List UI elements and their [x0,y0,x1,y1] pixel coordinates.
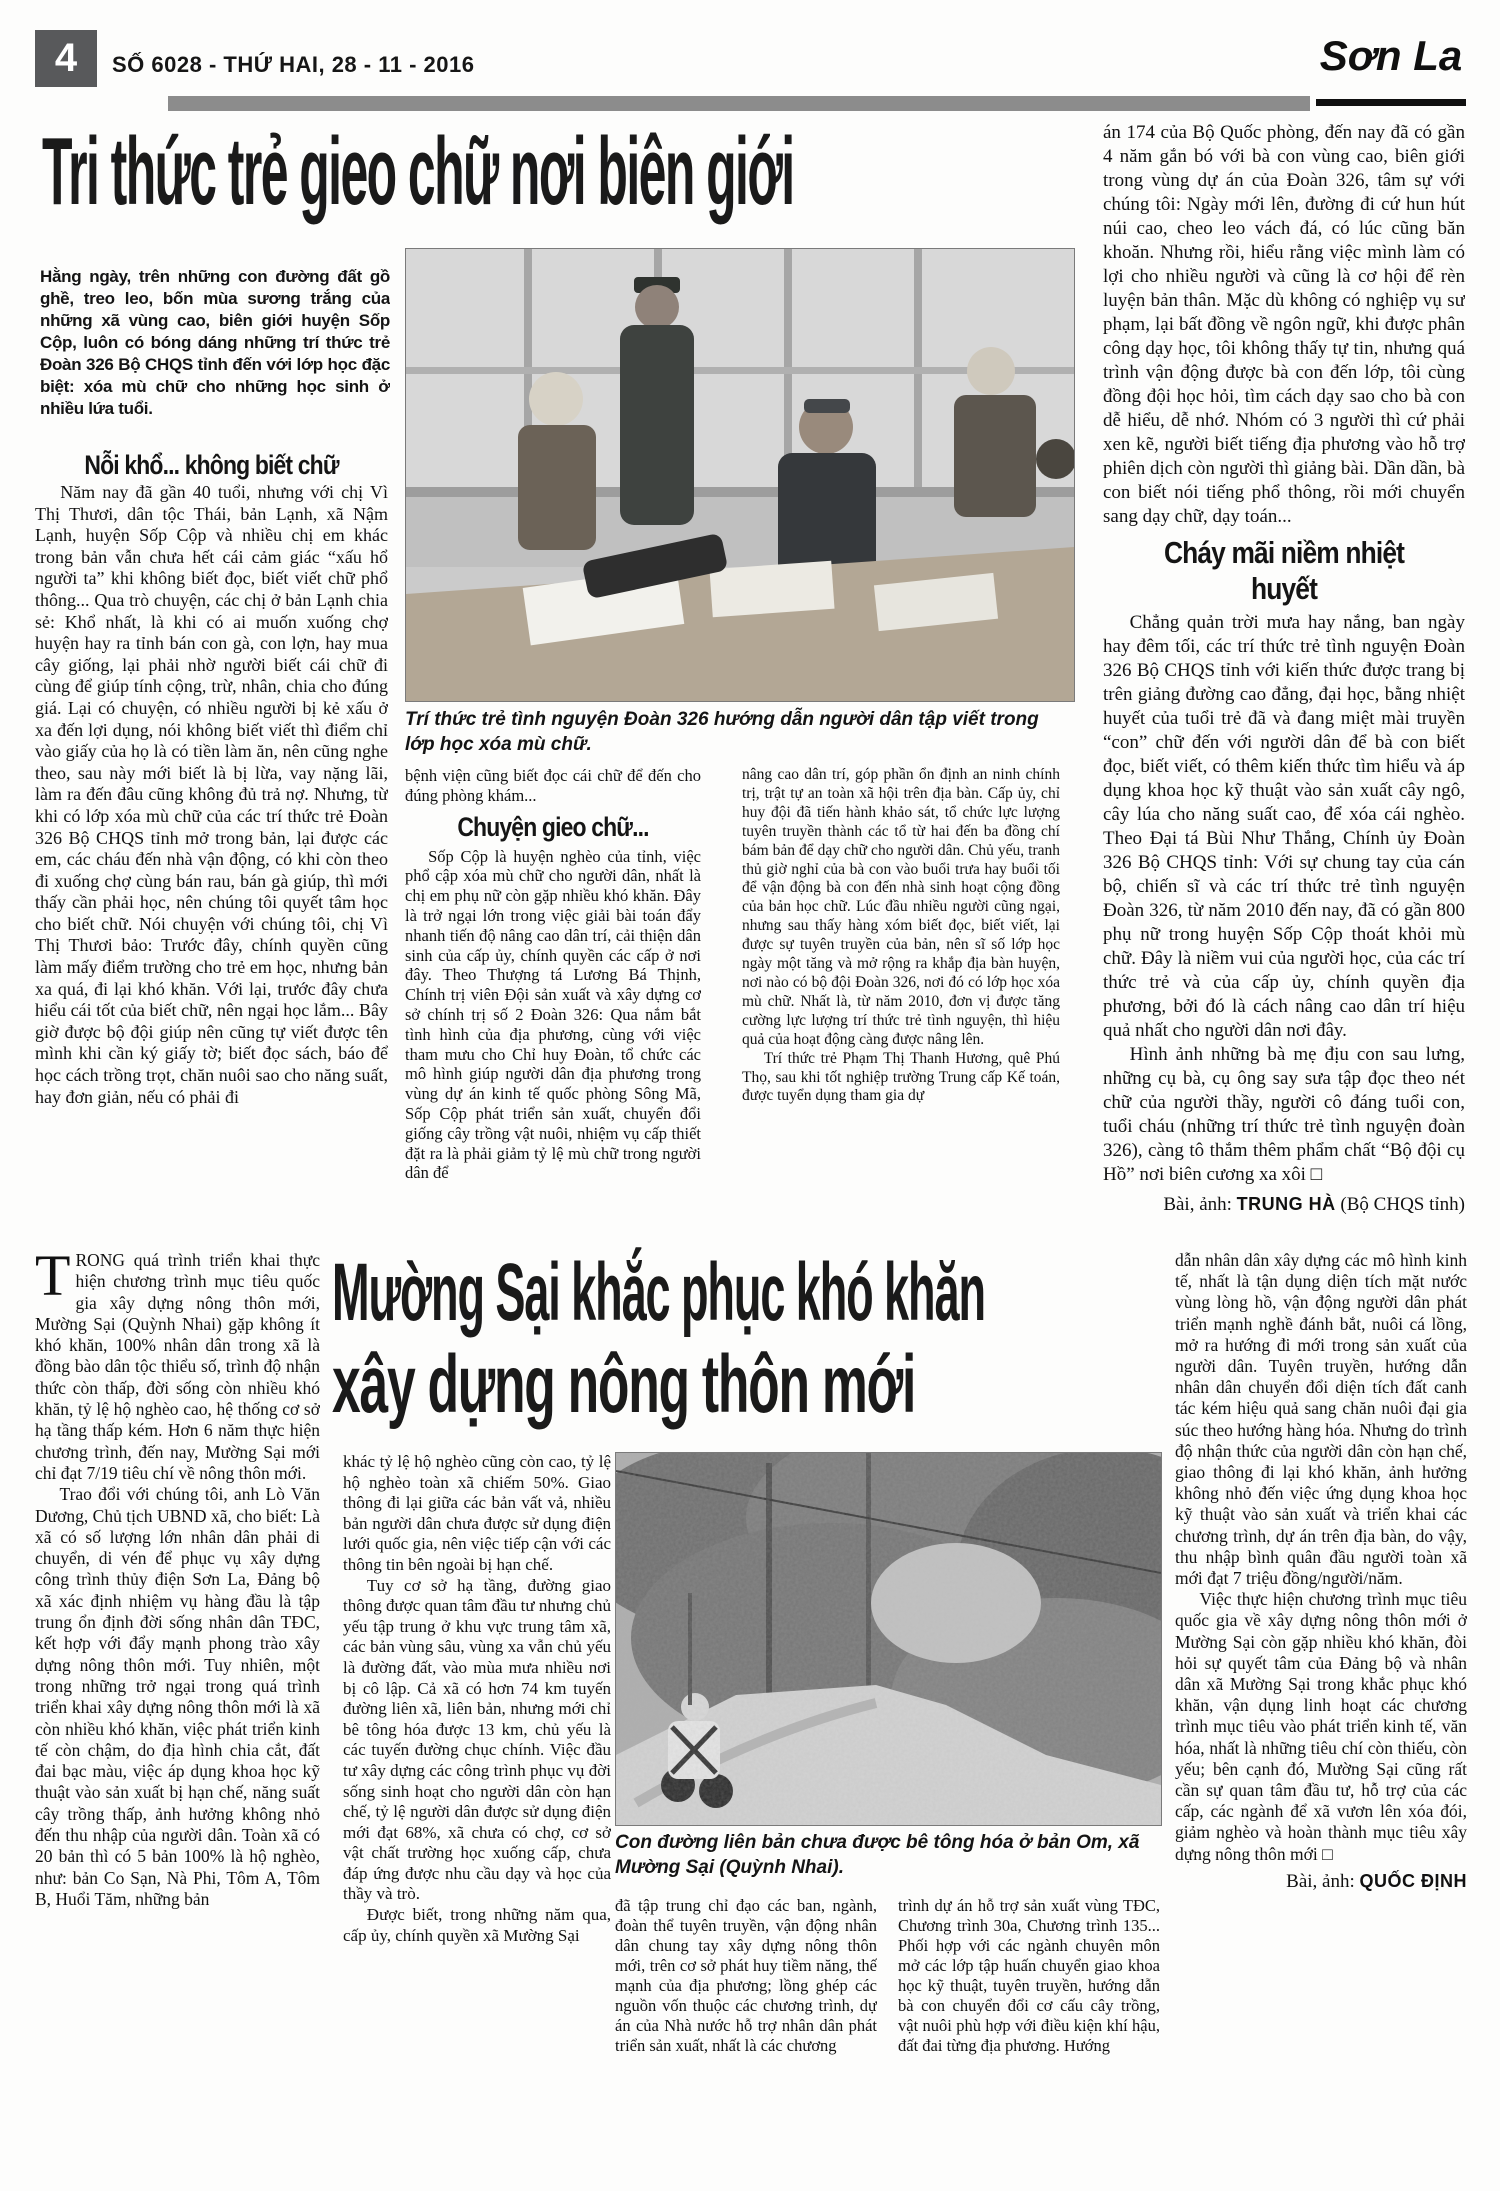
paragraph: Trao đổi với chúng tôi, anh Lò Văn Dương, Chủ tịch UBND xã, cho biết: Là xã có số lượng lớn nhân dân phải di chuyển, di vén để phục vụ xây dựng công trình thủy điện Sơn La, Đảng bộ xã xác định nhiệm vụ hàng đầu là tập trung ổn định đời sống nhân dân TĐC, kết hợp với đẩy mạnh phong trào xây dựng nông thôn mới. Tuy nhiên, một trong những trở ngại trong quá trình triển khai xây dựng nông thôn mới là xã còn nhiều khó khăn, việc phát triển kinh tế còn chậm, do địa hình chia cắt, đất đai bạc màu, việc áp dụng khoa học kỹ thuật vào sản xuất bị hạn chế, năng suất cây trồng thấp, ảnh hưởng không nhỏ đến thu nhập của người dân. Toàn xã có 20 bản thì có 5 bản 100% là hộ nghèo, như: bản Co Sạn, Nà Phi, Tôm A, Tôm B, Huổi Tăm, những bản [35,1484,320,1909]
paragraph: Trí thức trẻ Phạm Thị Thanh Hương, quê Phú Thọ, sau khi tốt nghiệp trường Trung cấp Kế toán, được tuyển dụng tham gia dự [742,1049,1060,1105]
article2-photo-caption: Con đường liên bản chưa được bê tông hóa ở bản Om, xã Mường Sại (Quỳnh Nhai). [615,1832,1140,1878]
byline-org: (Bộ CHQS tỉnh) [1340,1194,1465,1215]
byline-author: QUỐC ĐỊNH [1359,1870,1467,1891]
article2-column-5 [1175,1250,1467,2140]
paragraph: Hình ảnh những bà mẹ địu con sau lưng, những cụ bà, cụ ông say sưa tập đọc theo nét chữ của người thầy, người cô đáng tuổi con, tuổi cháu (những trí thức trẻ tình nguyện đoàn 326), càng tô thắm thêm phẩm chất “Bộ đội cụ Hồ” nơi biên cương xa xôi □ [1103,1044,1465,1185]
article1-section-heading-1 [35,450,388,481]
article2-byline [1175,1871,1467,1892]
page-number: 4 [54,36,78,80]
paragraph-text: RONG quá trình triển khai thực hiện chương trình mục tiêu quốc gia xây dựng nông thôn mới, Mường Sại (Quỳnh Nhai) gặp không ít khó khăn, 100% nhân dân trong xã là đồng bào dân tộc thiểu số, trình độ nhận thức còn thấp, đời sống còn nhiều khó khăn, tỷ lệ hộ nghèo cao, hệ thống cơ sở hạ tầng thấp kém. Hơn 6 năm thực hiện chương trình, đến nay, Mường Sại mới chỉ đạt 7/19 tiêu chí về nông thôn mới. [35,1250,320,1483]
article1-column-1 [35,482,388,1216]
article1-column-2 [405,766,701,1222]
article2-headline-line1: Mường Sại khắc phục khó khăn [332,1247,985,1338]
article1-column-3 [742,766,1060,1222]
article1-headline-text: Tri thức trẻ gieo chữ nơi biên giới [42,118,794,225]
article2-headline-line2: xây dựng nông thôn mới [332,1339,916,1430]
paragraph: Được biết, trong những năm qua, cấp ủy, chính quyền xã Mường Sại [343,1905,611,1945]
article2-column-4 [898,1896,1160,2140]
section-heading-text: Chuyện gieo chữ... [457,811,649,842]
issue-date: SỐ 6028 - THỨ HAI, 28 - 11 - 2016 [112,52,475,77]
article2-column-3 [615,1896,877,2140]
paragraph: dẫn nhân dân xây dựng các mô hình kinh tế, nhất là tận dụng diện tích mặt nước vùng lòng hồ, vận động người dân phát triển mạnh nghề đánh bắt, nuôi cá lồng, mở ra hướng đi mới trong sản xuất của người dân. Tuyên truyền, hướng dẫn nhân dân chuyển đổi diện tích đất canh tác kém hiệu quả sang chăn nuôi đại gia súc theo hướng hàng hóa. Nhưng do trình độ nhận thức của người dân còn hạn chế, giao thông đi lại khó khăn, ảnh hưởng không nhỏ đến việc ứng dụng khoa học kỹ thuật vào sản xuất và triển khai các chương trình, dự án trên địa bàn, do vậy, thu nhập bình quân đầu người toàn xã mới đạt 7 triệu đồng/người/năm. [1175,1250,1467,1589]
paragraph: Sốp Cộp là huyện nghèo của tỉnh, việc phổ cập xóa mù chữ cho người dân, nhất là chị em phụ nữ còn gặp nhiều khó khăn. Đây là trở ngại lớn trong việc giải bài toán đẩy nhanh tiến độ nâng cao dân trí, cải thiện dân sinh của cấp ủy, chính quyền các cấp ở nơi đây. Theo Thượng tá Lương Bá Thịnh, Chính trị viên Đội sản xuất và xây dựng cơ sở chính trị số 2 Đoàn 326: Qua nắm bắt tình hình của địa phương, cùng với việc tham mưu cho Chỉ huy Đoàn, tổ chức các mô hình giúp người dân địa phương trong vùng dự án kinh tế quốc phòng Sông Mã, Sốp Cộp phát triển sản xuất, chuyển đổi giống cây trồng vật nuôi, nhiệm vụ cấp thiết đặt ra là phải giảm tỷ lệ mù chữ trong người dân để [405,846,701,1183]
article2-photo [615,1452,1162,1826]
masthead-title: Sơn La [1319,32,1463,79]
section-heading-text: Nỗi khổ... không biết chữ [84,450,339,480]
article1-lead: Hằng ngày, trên những con đường đất gồ ghề, treo leo, bốn mùa sương trắng của những xã vùng cao, biên giới huyện Sốp Cộp, luôn có bóng dáng những trí thức trẻ Đoàn 326 Bộ CHQS tỉnh đến với lớp học đặc biệt: xóa mù chữ cho những học sinh ở nhiều lứa tuổi. [40,267,390,418]
paragraph: án 174 của Bộ Quốc phòng, đến nay đã có gần 4 năm gắn bó với bà con vùng cao, biên giới trong vùng dự án của Đoàn 326, tâm sự với chúng tôi: Ngày mới lên, đường đi cứ hun hút núi cao, cheo leo vách đá, có lúc cũng băn khoăn. Nhưng rồi, hiểu rằng việc mình làm có lợi cho nhiều người và cũng là cơ hội để rèn luyện bản thân. Mặc dù không có nghiệp vụ sư phạm, lại bất đồng về ngôn ngữ, khi được phân công dạy học, tôi không thấy tự tin, nhưng quá trình vận động được bà con đến lớp, tôi cùng đồng đội học hỏi, tìm cách dạy sao cho bà con dễ hiểu, dễ nhớ. Nhóm có 3 người thì cứ phải xen kẽ, người biết tiếng địa phương vào hỗ trợ phiên dịch còn người thì giảng bài. Dần dần, bà con biết nói tiếng phổ thông, rồi mới chuyển sang dạy chữ, dạy toán... [1103,122,1465,527]
classroom-photo-illustration [406,249,1074,701]
paragraph: Chẳng quản trời mưa hay nắng, ban ngày hay đêm tối, các trí thức trẻ tình nguyện Đoàn 326 Bộ CHQS tỉnh với kiến thức được trang bị trên giảng đường cao đẳng, đại học, bằng nhiệt huyết của tuổi trẻ đã và đang miệt mài truyền “con” chữ đến với người dân để bà con biết đọc, biết viết, có thêm kiến thức tìm hiểu và áp dụng khoa học kỹ thuật vào sản xuất cây ngô, cây lúa cho năng suất cao, để xóa cái nghèo. Theo Đại tá Bùi Như Thắng, Chính ủy Đoàn 326 Bộ CHQS tỉnh: Với sự chung tay của cán bộ, chiến sĩ và các trí thức trẻ tình nguyện Đoàn 326, từ năm 2010 đến nay, đã có gần 800 phụ nữ trong huyện Sốp Cộp thoát khỏi mù chữ. Đây là niềm vui của người học, của các trí thức trẻ và của cấp ủy, chính quyền địa phương, bởi đó là cách nâng cao dân trí hiệu quả nhất cho người dân nơi đây. [1103,612,1465,1041]
article1-photo-caption: Trí thức trẻ tình nguyện Đoàn 326 hướng dẫn người dân tập viết trong lớp học xóa mù chữ. [405,709,1039,755]
byline-label: Bài, ảnh: [1286,1870,1355,1892]
masthead-underline [1316,99,1466,106]
paragraph: nâng cao dân trí, góp phần ổn định an ninh chính trị, trật tự an toàn xã hội trên địa bàn. Cấp ủy, chỉ huy đội đã tiến hành khảo sát, tổ chức lực lượng tuyên truyền thành các tổ từ hai đến ba đồng chí bám bản để dạy chữ cho người dân. Chủ yếu, tranh thủ giờ nghỉ của bà con vào buổi trưa hay buổi tối để vận động bà con đến nhà sinh hoạt cộng đồng của bản học chữ. Lúc đầu nhiều người cũng ngại, nhưng sau thấy hàng xóm biết đọc, biết viết, lại được sự tuyên truyền của bản, nên sĩ số lớp học ngày một tăng và mở rộng ra khắp địa bàn huyện, nơi nào có bộ đội Đoàn 326, nơi đó có lớp học xóa mù chữ. Nhất là, từ năm 2010, đơn vị được tăng cường lực lượng trí thức trẻ tình nguyện, thì hiệu quả của hoạt động càng được nâng lên. [742,766,1060,1048]
article1-column-4 [1103,121,1465,1223]
paragraph: Năm nay đã gần 40 tuổi, nhưng với chị Vì Thị Thươi, dân tộc Thái, bản Lạnh, xã Nậm Lạnh, huyện Sốp Cộp và nhiều chị em khác trong bản vẫn chưa hết cái cảm giác “xấu hổ người ta” khi không biết đọc, biết viết chữ phổ thông... Qua trò chuyện, các chị ở bản Lạnh chia sẻ: Khổ nhất, là khi có ai muốn xuống chợ huyện hay ra tỉnh bán con gà, con lợn, hay mua cây giống, lại phải nhờ người biết cái chữ đi cùng để giúp tính cộng, trừ, nhân, chia cho đúng giá. Lại có chuyện, có nhiều người bị kẻ xấu ở xa đến lợi dụng, nói không biết viết thì điểm chỉ vào giấy của họ là có tiền làm ăn, nên cũng nghe theo, sau này mới biết là bị lừa, vay nặng lãi, làm ra đến đâu cũng không đủ trả nợ. Nhưng, từ khi có lớp xóa mù chữ của các trí thức trẻ Đoàn 326 Bộ CHQS tỉnh mở trong bản, lại được các em, các cháu đến nhà vận động, có khi còn theo đi xuống chợ cùng bán rau, bán gà giúp, thì mới thấy cần phải học, nên chúng tôi quyết tâm học cho biết chữ. Nói chuyện với chúng tôi, chị Vì Thị Thươi bảo: Trước đây, chính quyền cũng làm mấy điểm trường cho trẻ em học, nhưng bản xa quá, đi lại khó khăn. Với lại, trước đây chưa hiểu cái tốt của biết chữ, nên ngại học lắm... Bây giờ được bộ đội giúp nên cũng tự viết được tên mình khi cần ký giấy tờ; biết đọc sách, báo để học cách trồng trọt, chăn nuôi sao cho năng suất, hay đơn giản, nếu có phải đi [35,482,388,1107]
paragraph-with-dropcap [35,1250,320,1484]
byline-author: TRUNG HÀ [1236,1194,1336,1214]
article1-byline [1103,1193,1465,1217]
paragraph: bệnh viện cũng biết đọc cái chữ để đến cho đúng phòng khám... [405,766,701,805]
paragraph: khác tỷ lệ hộ nghèo cũng còn cao, tỷ lệ hộ nghèo toàn xã chiếm 50%. Giao thông đi lại giữa các bản vất vả, nhiều bản người dân chưa được sử dụng điện lưới quốc gia, nên việc tiếp cận với các thông tin bên ngoài bị hạn chế. [343,1452,611,1574]
drop-cap: T [35,1250,71,1308]
header-gray-bar [168,96,1310,111]
section-heading-text: Cháy mãi niềm nhiệt huyết [1163,535,1405,606]
paragraph: đã tập trung chỉ đạo các ban, ngành, đoàn thể tuyên truyền, vận động nhân dân chung tay xây dựng nông thôn mới, trên cơ sở phát huy tiềm năng, thế mạnh của địa phương; lồng ghép các nguồn vốn thuộc các chương trình, dự án của Nhà nước hỗ trợ nhân dân phát triển sản xuất, nhất là các chương [615,1896,877,2055]
article1-section-heading-2 [405,812,701,843]
article1-section-heading-3 [1103,535,1465,607]
byline-label: Bài, ảnh: [1163,1194,1232,1215]
paragraph: Việc thực hiện chương trình mục tiêu quốc gia về xây dựng nông thôn mới ở Mường Sại còn gặp nhiều khó khăn, đòi hỏi sự quyết tâm của Đảng bộ và nhân dân xã Mường Sại trong khắc phục khó khăn, vận dụng linh hoạt các chương trình mục tiêu vào phát triển kinh tế, văn hóa, nhất là những tiêu chí còn thiếu, còn yếu; bên cạnh đó, Mường Sại cũng rất cần sự quan tâm đầu tư, hỗ trợ của các cấp, các ngành để xã vươn lên xóa đói, giảm nghèo và hoàn thành mục tiêu xây dựng nông thôn mới □ [1175,1589,1467,1864]
article2-column-2 [343,1452,611,2138]
article1-photo [405,248,1075,702]
paragraph: Tuy cơ sở hạ tầng, đường giao thông được quan tâm đầu tư nhưng chủ yếu tập trung ở khu vực trung tâm xã, các bản vùng sâu, vùng xa vẫn chủ yếu là đường đất, vào mùa mưa nhiều nơi bị cô lập. Cả xã có hơn 74 km tuyến đường liên xã, liên bản, nhưng mới chỉ bê tông hóa được 13 km, chủ yếu là các tuyến đường chục chính. Việc đầu tư xây dựng các công trình phục vụ đời sống sinh hoạt cho người dân còn hạn chế, tỷ lệ người dân được sử dụng điện mới đạt 68%, xã chưa có chợ, cơ sở vật chất trường học xuống cấp, chưa đáp ứng được nhu cầu dạy và học của thầy và trò. [343,1575,611,1904]
page-number-badge [35,30,97,87]
paragraph: trình dự án hỗ trợ sản xuất vùng TĐC, Chương trình 30a, Chương trình 135... Phối hợp với các ngành chuyên môn mở các lớp tập huấn chuyển giao khoa học kỹ thuật, tuyên truyền, hướng dẫn bà con chuyển đổi cơ cấu cây trồng, vật nuôi phù hợp với điều kiện khí hậu, đất đai từng địa phương. Hướng [898,1896,1160,2055]
article2-column-1 [35,1250,320,2138]
dirt-road-photo-illustration [616,1453,1161,1825]
